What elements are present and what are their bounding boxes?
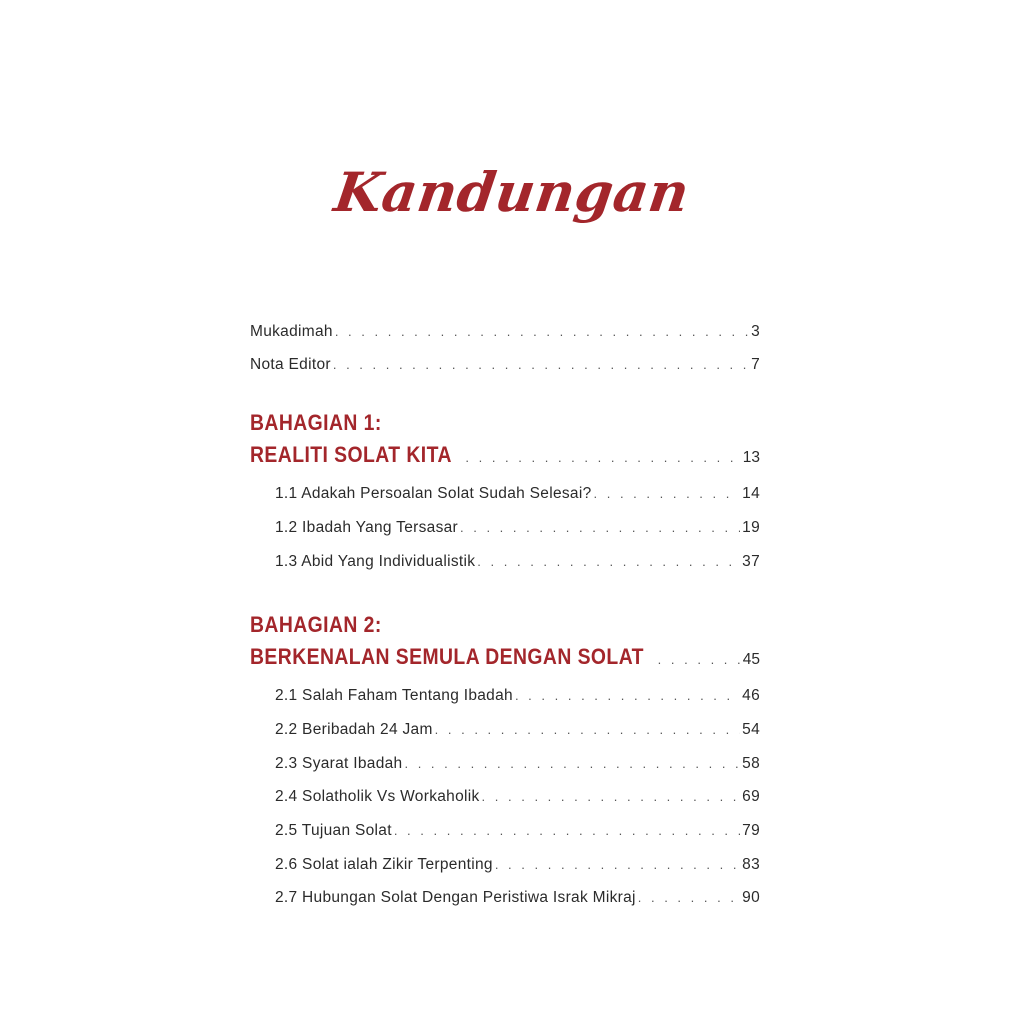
toc-entry-page: 3 [751, 323, 760, 340]
toc-entry-1-3[interactable] [275, 553, 760, 571]
toc-entry-2-6[interactable] [275, 856, 760, 874]
toc-entry-page: 79 [742, 822, 760, 839]
toc-entry-2-7[interactable] [275, 889, 760, 907]
dot-leader [594, 486, 741, 501]
part-2-title: BERKENALAN SEMULA DENGAN SOLAT [250, 644, 644, 669]
toc-entry-1-2[interactable] [275, 519, 760, 537]
toc-entry-page: 69 [742, 788, 760, 805]
toc-entry-label: 2.3 Syarat Ibadah [275, 755, 403, 772]
toc-entry-label: 2.6 Solat ialah Zikir Terpenting [275, 856, 493, 873]
toc-entry-page: 83 [742, 856, 760, 873]
dot-leader [515, 688, 740, 703]
toc-entry-label: 1.3 Abid Yang Individualistik [275, 553, 476, 570]
page-title: Kandungan [330, 160, 694, 224]
part-1-title: REALITI SOLAT KITA [250, 442, 452, 467]
part-2-page: 45 [742, 651, 760, 668]
toc-entry-label: 2.1 Salah Faham Tentang Ibadah [275, 687, 513, 704]
toc-entry-2-4[interactable] [275, 788, 760, 806]
toc-entry-page: 7 [751, 356, 760, 373]
toc-entry-mukadimah[interactable] [250, 323, 760, 341]
toc-entry-page: 46 [742, 687, 760, 704]
dot-leader [335, 324, 749, 339]
toc-entry-1-1[interactable] [275, 485, 760, 503]
toc-entry-page: 58 [742, 755, 760, 772]
toc-entry-label: Nota Editor [250, 356, 331, 373]
toc-entry-2-2[interactable] [275, 721, 760, 739]
toc-entry-label: 1.1 Adakah Persoalan Solat Sudah Selesai? [275, 485, 592, 502]
part-1-page: 13 [742, 449, 760, 466]
part-2-entry[interactable] [250, 644, 760, 670]
dot-leader [495, 857, 740, 872]
toc-entry-label: 2.2 Beribadah 24 Jam [275, 721, 433, 738]
part-1-heading: BAHAGIAN 1: [250, 410, 382, 435]
part-2-heading: BAHAGIAN 2: [250, 612, 382, 637]
dot-leader [404, 756, 740, 771]
dot-leader [477, 554, 740, 569]
toc-entry-2-5[interactable] [275, 822, 760, 840]
toc-entry-nota-editor[interactable] [250, 356, 760, 374]
dot-leader [333, 357, 749, 372]
dot-leader [394, 823, 740, 838]
toc-entry-page: 54 [742, 721, 760, 738]
toc-entry-label: 2.5 Tujuan Solat [275, 822, 392, 839]
dot-leader [435, 722, 741, 737]
toc-entry-page: 14 [742, 485, 760, 502]
toc-entry-page: 19 [742, 519, 760, 536]
toc-entry-label: 2.4 Solatholik Vs Workaholik [275, 788, 480, 805]
dot-leader [465, 450, 739, 465]
dot-leader [482, 789, 741, 804]
toc-entry-label: 1.2 Ibadah Yang Tersasar [275, 519, 458, 536]
toc-entry-label: Mukadimah [250, 323, 333, 340]
toc-entry-2-3[interactable] [275, 755, 760, 773]
toc-entry-page: 37 [742, 553, 760, 570]
part-1-entry[interactable] [250, 442, 760, 468]
dot-leader [460, 520, 740, 535]
toc-entry-page: 90 [742, 889, 760, 906]
toc-entry-2-1[interactable] [275, 687, 760, 705]
toc-entry-label: 2.7 Hubungan Solat Dengan Peristiwa Israk Mikraj [275, 889, 636, 906]
dot-leader [638, 890, 740, 905]
dot-leader [658, 652, 740, 667]
